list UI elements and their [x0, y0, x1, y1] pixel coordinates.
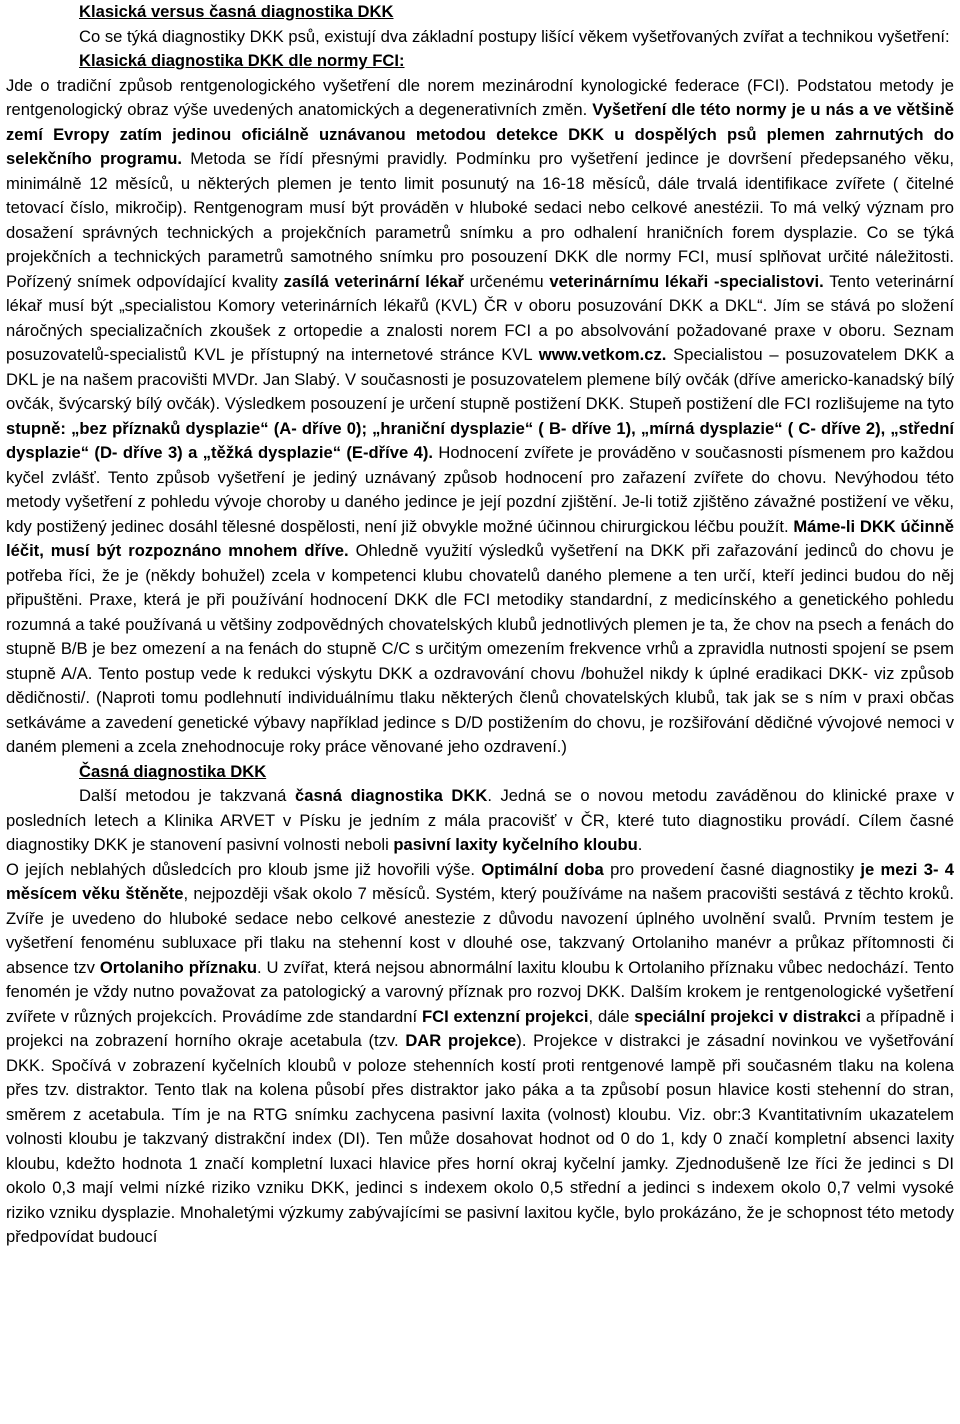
section2-heading-text: Časná diagnostika DKK — [79, 761, 267, 781]
section3-text: . U zvířat, která nejsou abnormální laxitu kloubu k Ortolaniho příznaku vůbec nedochází. Tento fenomén je vždy nutno považovat za patologický a varovný příznak pro rozvoj DKK. Dalším krokem je rentgenologické vyšetření zvířete v různých projekcích. Provádíme zde standardní — [6, 957, 954, 1026]
section3-bold: je mezi 3- 4 měsícem věku štěněte — [6, 859, 955, 903]
document-title — [6, 0, 954, 25]
section3-text: pro provedení časné diagnostiky — [603, 859, 861, 879]
section2-bold: pasivní laxity kyčelního kloubu — [393, 835, 638, 854]
section3-text: , nejpozději však okolo 7 měsíců. Systém, který používáme na našem pracovišti sestává z těchto kroků. Zvíře je uvedeno do hluboké sedace nebo celkové anestezie z důvodu navození úplného uvolnění svalů. Prvním testem je vyšetření fenoménu subluxace při tlaku na stehenní kost v dlouhé ose, takzvaný Ortolaniho manévr a průkaz přítomnosti či absence tzv — [6, 884, 954, 977]
section3-text: a případně i projekci na zobrazení horního okraje acetabula (tzv. — [6, 1006, 955, 1050]
section1-text: Hodnocení zvířete je prováděno v současnosti písmenem pro každou kyčel zvlášť. Tento způsob vyšetření je jediný uznávaný způsob hodnocení pro zařazení zvířete do chovu. Nevýhodou této metody vyšetření z pohledu vývoje choroby u daného jedince je její pozdní zjištění. Je-li totiž zjištěno závažné postižení ve věku, kdy postižený jedinec dosáhl tělesné dospělosti, není již obvykle možné účinnou chirurgickou léčbu použít. — [6, 443, 954, 536]
section3-bold: Ortolaniho příznaku — [99, 957, 257, 977]
section1-text: určenému — [464, 271, 550, 291]
section1-bold: Vyšetření dle této normy je u nás a ve většině zemí Evropy zatím jedinou oficiálně uznávanou metodou detekce DKK u dospělých psů plemen zahrnutých do selekčního programu. — [6, 100, 954, 168]
section3-bold: DAR projekce — [405, 1031, 517, 1050]
section1-paragraph — [6, 74, 954, 760]
section1-bold: Máme-li DKK účinně léčit, musí být rozpoznáno mnohem dříve. — [6, 516, 954, 560]
section3-text: , dále — [588, 1006, 635, 1026]
section2-text: . — [637, 835, 643, 854]
section2-bold: časná diagnostika DKK — [294, 786, 488, 805]
section2-paragraph — [6, 784, 954, 858]
section3-bold: speciální projekci v distrakci — [634, 1006, 861, 1026]
section1-bold: stupně: „bez příznaků dysplazie“ (A- dříve 0); „hraniční dysplazie“ ( B- dříve 1), „mírná dysplazie“ ( C- dříve 2), „střední dysplazie“ (D- dříve 3) a „těžká dysplazie“ (E-dříve 4). — [6, 418, 954, 462]
kvl-website-link: www.vetkom.cz. — [538, 345, 667, 364]
section3-text: O jejích neblahých důsledcích pro kloub jsme již hovořili výše. — [6, 859, 482, 879]
title-text: Klasická versus časná diagnostika DKK — [79, 2, 394, 21]
section1-text: Specialistou – posuzovatelem DKK a DKL je na našem pracovišti MVDr. Jan Slabý. V současnosti je posuzovatelem plemene bílý ovčák (dříve americko-kanadský bílý ovčák, švýcarský bílý ovčák). Výsledkem posouzení je určení stupně postižení DKK. Stupeň postižení dle FCI rozlišujeme na tyto — [6, 345, 954, 413]
section1-text: Ohledně využití výsledků vyšetření na DKK při zařazování jedinců do chovu je potřeba říci, že je (někdy bohužel) zcela v kompetenci klubu chovatelů daného plemene a ten určí, kteří jedinci budou do něj připuštěni. Praxe, která je při používání hodnocení DKK dle FCI metodiky standardní, z medicínského a genetického pohledu rozumná a také používaná u většiny zodpovědných chovatelských klubů jednotlivých plemen je ta, že chov na psech a fenách do stupně B/B je bez omezení a na fenách do stupně C/C s určitým omezením frekvence vrhů a zpravidla nutnosti spojení se psem stupně A/A. Tento postup vede k redukci výskytu DKK a ozdravování chovu /bohužel nikdy k úplné eradikaci DKK- viz způsob dědičnosti/. (Naproti tomu podlehnutí individuálnímu tlaku některých členů chovatelských klubů, tak jak se s ním v praxi občas setkáváme a zavedení genetické výbavy například jedince s D/D postižením do chovu, je rozšiřování dědičné vývojové nemoci v daném plemeni a zcela znehodnocuje roky práce věnované jeho ozdravení.) — [6, 541, 954, 756]
section1-bold: zasílá veterinární lékař — [283, 271, 465, 291]
section1-heading-text: Klasická diagnostika DKK dle normy FCI: — [79, 51, 405, 70]
section1-text: Metoda se řídí přesnými pravidly. Podmínku pro vyšetření jedince je dovršení předepsaného věku, minimálně 12 měsíců, u některých plemen je tento limit posunutý na 16-18 měsíců, dále trvalá identifikace zvířete ( čitelné tetovací číslo, mikročip). Rentgenogram musí být prováděn v hluboké sedaci nebo celkové anestézii. To má velký význam pro dosažení správných technických a projekčních parametrů snímku a pro odhalení hraničních forem dysplazie. Co se týká projekčních a technických parametrů samotného snímku pro posouzení DKK dle normy FCI, musí splňovat určité náležitosti. Pořízený snímek odpovídající kvality — [6, 149, 955, 291]
section2-text: Další metodou je takzvaná — [79, 786, 295, 805]
section2-text: . Jedná se o novou metodu zaváděnou do klinické praxe v posledních letech a Klinika ARVET v Písku je jedním z mála pracovišť v ČR, které tuto diagnostiku provádí. Cílem časné diagnostiky DKK je stanovení pasivní volnosti neboli — [6, 786, 954, 854]
section3-text: ). Projekce v distrakci je zásadní novinkou ve vyšetřování DKK. Spočívá v zobrazení kyčelních kloubů v poloze stehenních kostí proti rentgenové lampě při současném tlaku na kolena přes tzv. distraktor. Tento tlak na kolena působí přes distraktor jako páka a ta způsobí posun hlavice kosti stehenní do stran, směrem z acetabula. Tím je na RTG snímku zachycena pasivní laxita (volnost) kloubu. Viz. obr:3 Kvantitativním ukazatelem volnosti kloubu je takzvaný distrakční index (DI). Ten může dosahovat hodnot od 0 do 1, kdy 0 značí kompletní absenci laxity kloubu, kdežto hodnota 1 značí kompletní luxaci hlavice přes horní okraj kyčelní jamky. Zjednodušeně lze říci že jedinci s DI okolo 0,3 mají velmi nízké riziko vzniku DKK, jedinci s indexem okolo 0,5 střední a jedinci s indexem okolo 0,7 velmi vysoké riziko vzniku dysplazie. Mnohaletými výzkumy zabývajícími se pasivní laxitou kyčle, bylo prokázáno, že je schopnost této metody předpovídat budoucí — [6, 1031, 954, 1246]
section1-text: Tento veterinární lékař musí být „specialistou Komory veterinárních lékařů (KVL) ČR v oboru posuzování DKK a DKL“. Jím se stává po složení náročných specializačních zkoušek z ortopedie a znalosti norem FCI a po absolvování požadované praxe v oboru. Seznam posuzovatelů-specialistů KVL je přístupný na internetové stránce KVL — [6, 271, 955, 364]
section2-heading — [6, 760, 954, 785]
section3-bold: FCI extenzní projekci — [421, 1006, 589, 1026]
section1-text: Jde o tradiční způsob rentgenologického vyšetření dle norem mezinárodní kynologické federace (FCI). Podstatou metody je rentgenologický obraz výše uvedených anatomických a degenerativních změn. — [6, 75, 954, 119]
section3-paragraph — [6, 858, 954, 1250]
section3-bold: Optimální doba — [481, 859, 604, 879]
section1-bold: veterinárnímu lékaři -specialistovi. — [549, 271, 824, 291]
section1-heading — [6, 49, 954, 74]
intro-paragraph: Co se týká diagnostiky DKK psů, existují dva základní postupy lišící věkem vyšetřovaných zvířat a technikou vyšetření: — [79, 26, 950, 46]
